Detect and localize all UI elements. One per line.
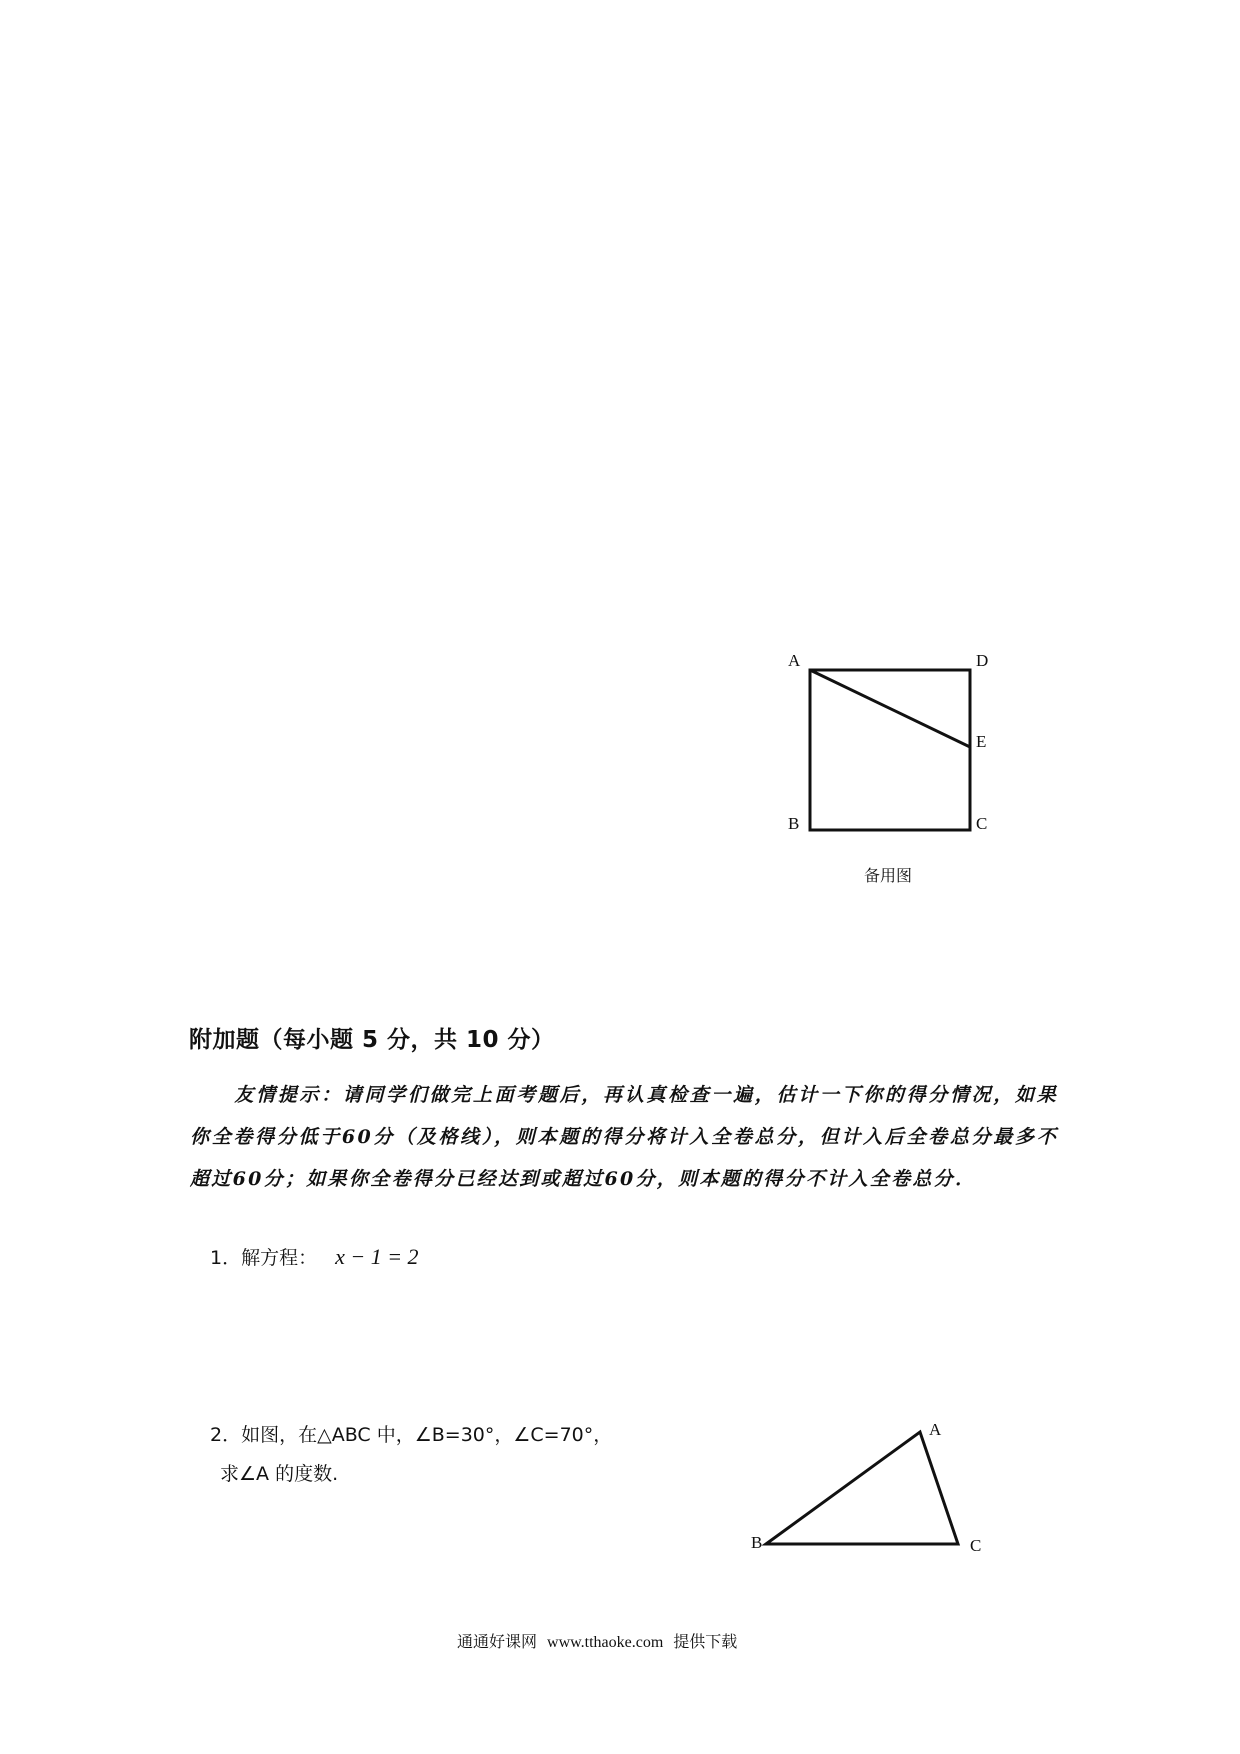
label-point-e: E: [976, 732, 987, 751]
square-abcd: [810, 670, 970, 830]
question-1-text: 1．解方程：: [210, 1247, 318, 1269]
label-vertex-a: A: [788, 651, 801, 670]
triangle-label-b: B: [751, 1533, 763, 1552]
triangle-abc: [766, 1432, 958, 1544]
footer-site: 通通好课网: [457, 1632, 538, 1651]
triangle-label-a: A: [929, 1420, 942, 1439]
label-vertex-b: B: [788, 814, 800, 833]
triangle-label-c: C: [970, 1536, 982, 1555]
footer-suffix: 提供下载: [673, 1632, 738, 1651]
question-1-equation: x − 1 = 2: [335, 1244, 419, 1269]
label-vertex-c: C: [976, 814, 988, 833]
square-figure: [800, 660, 980, 840]
section-title: 附加题（每小题 5 分，共 10 分）: [189, 1027, 555, 1053]
friendly-tip: [190, 1074, 1058, 1200]
label-vertex-d: D: [976, 651, 989, 670]
question-2-line-1: 2．如图，在△ABC 中，∠B=30°，∠C=70°，: [210, 1424, 613, 1446]
footer-url[interactable]: www.tthaoke.com: [547, 1634, 664, 1651]
tip-text: 友情提示：请同学们做完上面考题后，再认真检查一遍，估计一下你的得分情况，如果你全卷得分低于60分（及格线），则本题的得分将计入全卷总分，但计入后全卷总分最多不超过60分；如果你全卷得分已经达到或超过60分，则本题的得分不计入全卷总分．: [190, 1084, 1058, 1190]
question-1: [210, 1243, 419, 1272]
question-2-line-2: 求∠A 的度数.: [220, 1463, 339, 1485]
page-footer: [457, 1629, 737, 1652]
figure-caption: 备用图: [864, 866, 913, 885]
segment-ae: [810, 670, 970, 747]
